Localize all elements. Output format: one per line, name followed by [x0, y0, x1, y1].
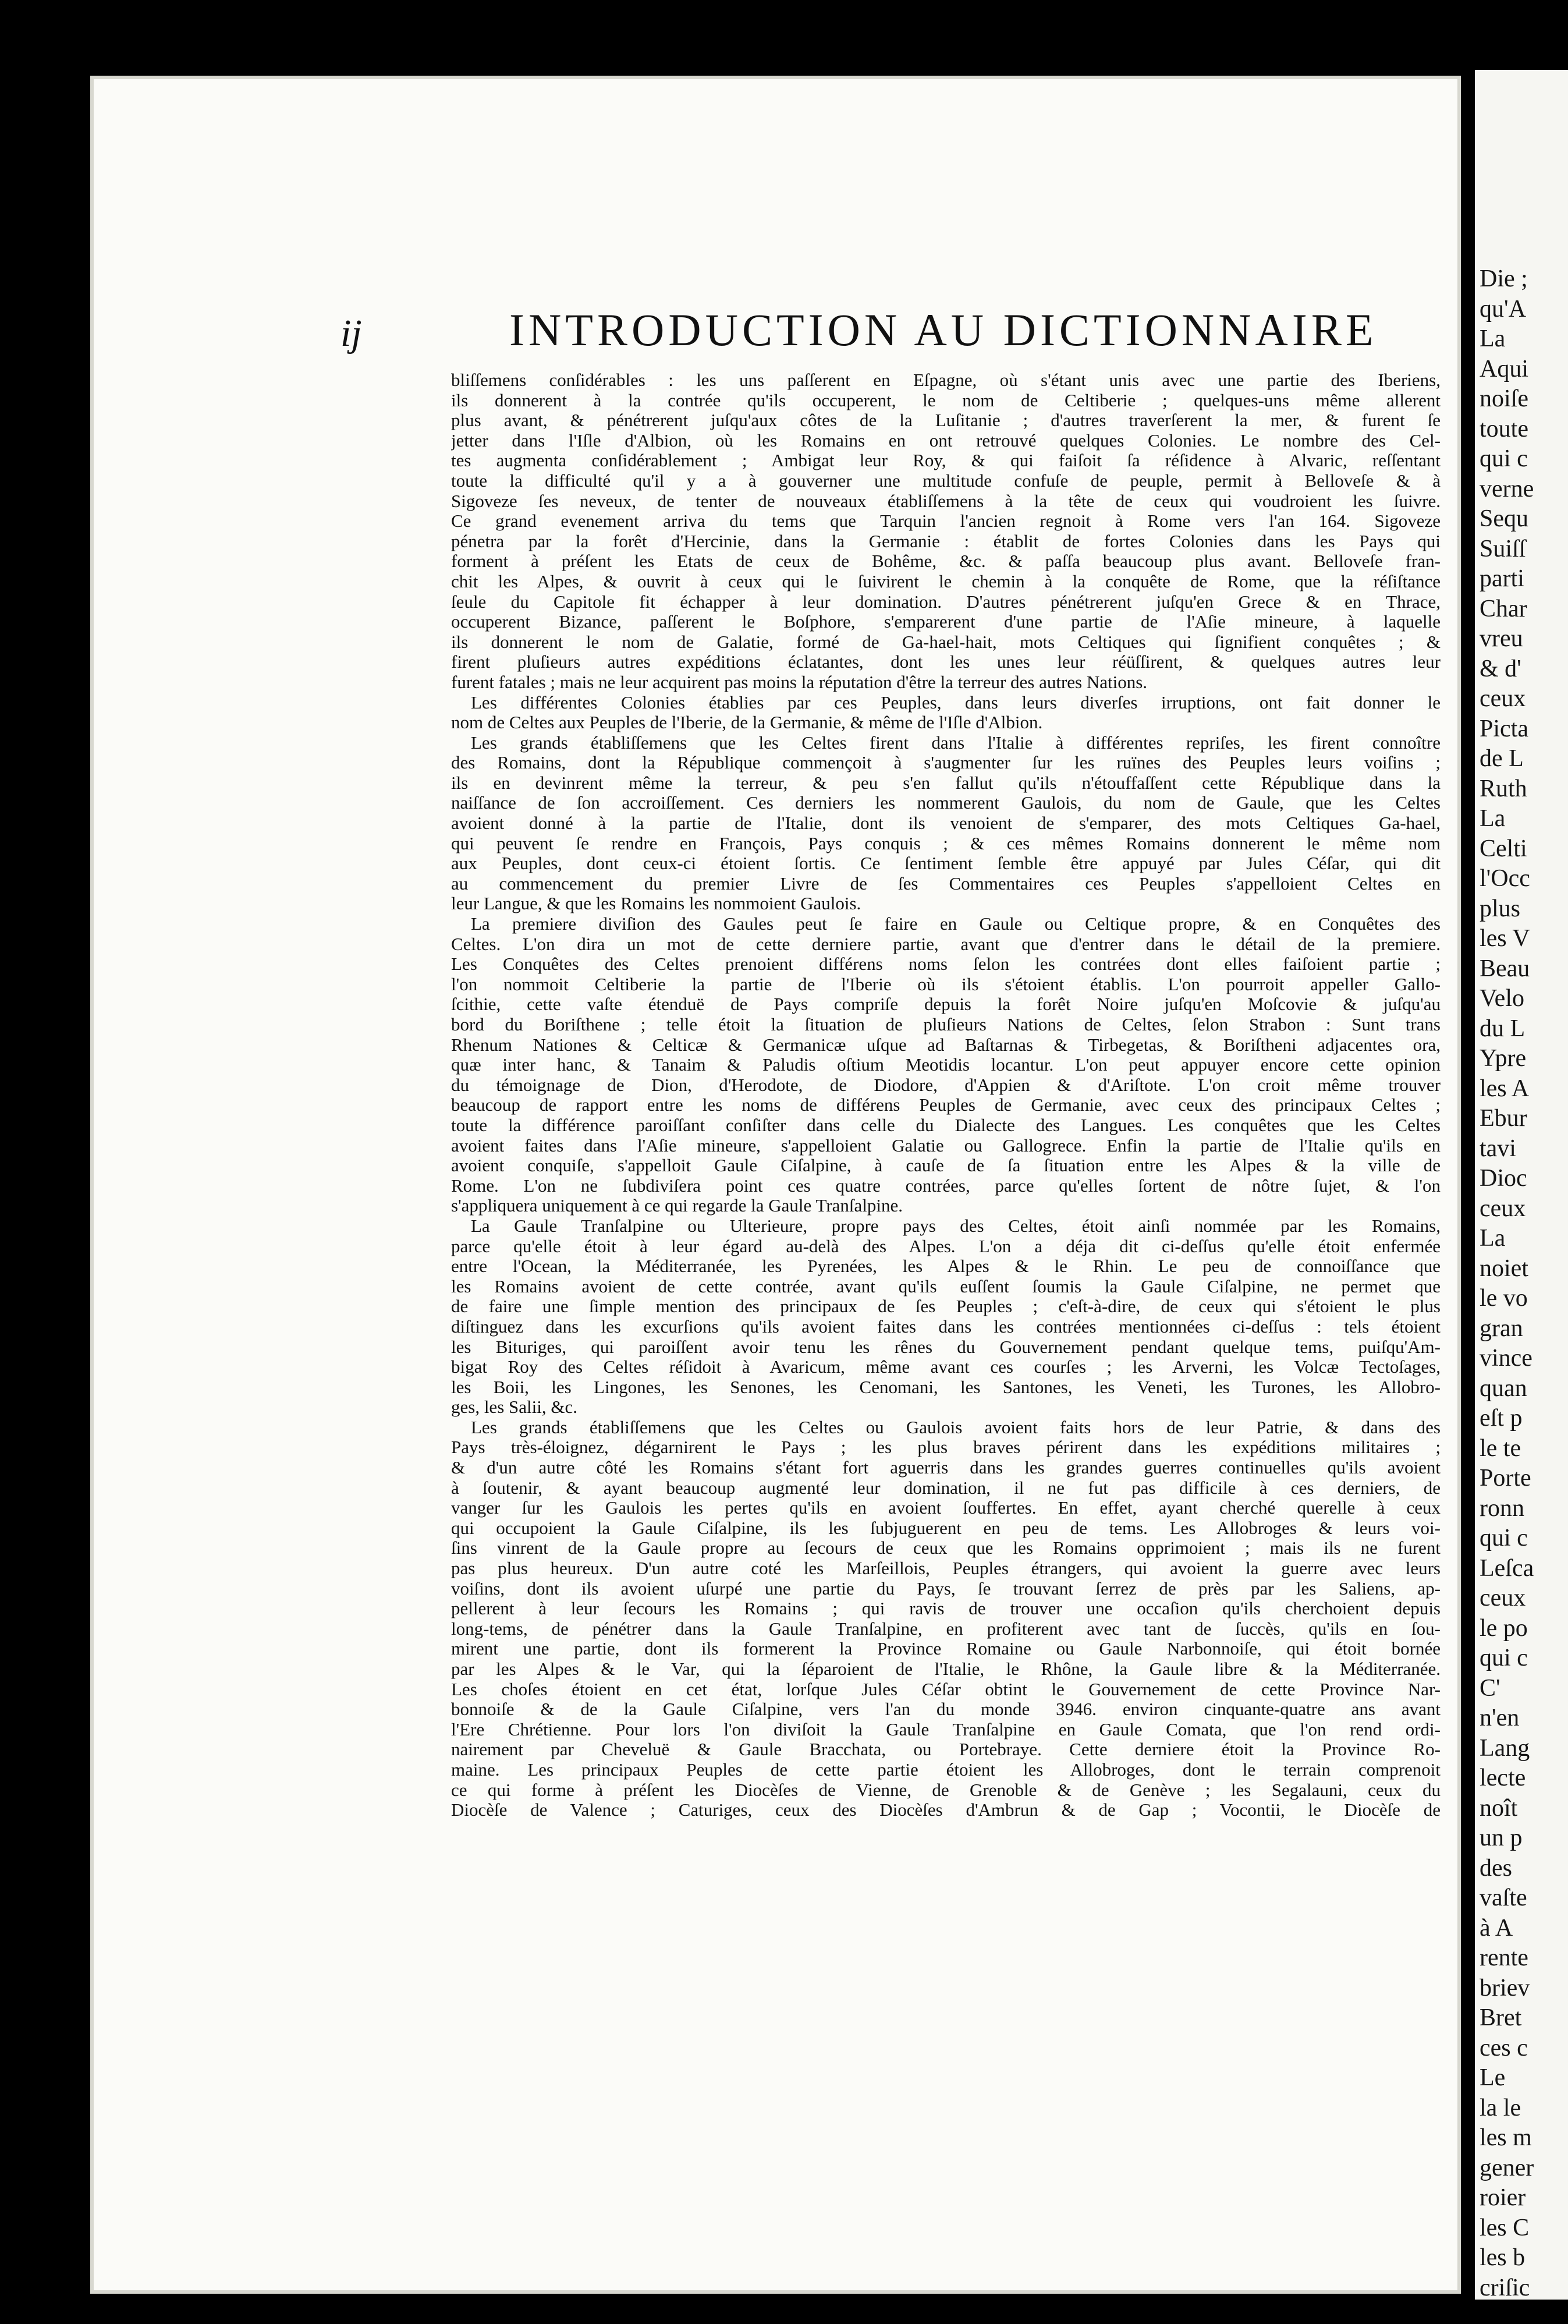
facing-line: Ypre	[1480, 1045, 1527, 1072]
facing-line: les m	[1480, 2124, 1532, 2151]
facing-page-fragment	[1475, 70, 1568, 2300]
facing-line: tavi	[1480, 1135, 1516, 1162]
facing-line: n'en	[1480, 1705, 1520, 1731]
facing-line: Leſca	[1480, 1554, 1534, 1582]
facing-line: qui c	[1480, 445, 1528, 472]
text-line: pénetra par la forêt d'Hercinie, dans la Germanie : établit de fortes Colonies dans les Pays qui	[451, 531, 1441, 551]
facing-line: les V	[1480, 925, 1530, 952]
text-line: ſcithie, cette vaſte étenduë de Pays compriſe depuis la forêt Noire juſqu'en Moſcovie & juſqu'au	[451, 994, 1441, 1015]
text-line: tes augmenta conſidérablement ; Ambigat leur Roy, & qui faiſoit ſa réſidence à Alvaric, reſſentant	[451, 451, 1441, 471]
text-line: avoient donné à la partie de l'Italie, dont ils venoient de s'emparer, des mots Celtiques Ga-hael,	[451, 813, 1441, 834]
text-line: ce qui forme à préſent les Diocèſes de Vienne, de Grenoble & de Genève ; les Segalauni, ceux du	[451, 1780, 1441, 1800]
text-line: bord du Boriſthene ; telle étoit la ſituation de pluſieurs Nations de Celtes, ſelon Strabon : Sunt trans	[451, 1015, 1441, 1035]
facing-line: vince	[1480, 1345, 1532, 1372]
text-line: qui occupoient la Gaule Ciſalpine, ils les ſubjuguerent en peu de tems. Les Allobroges & leurs voi-	[451, 1518, 1441, 1538]
text-line: ges, les Salii, &c.	[451, 1397, 577, 1418]
facing-line: Porte	[1480, 1465, 1531, 1492]
text-line: s'appliquera uniquement à ce qui regarde la Gaule Tranſalpine.	[451, 1196, 903, 1216]
text-line: forment à préſent les Etats de ceux de Bohême, &c. & paſſa beaucoup plus avant. Belloveſe fran-	[451, 551, 1441, 572]
text-line: Les grands établiſſemens que les Celtes ou Gaulois avoient faits hors de leur Patrie, & dans des	[471, 1417, 1441, 1437]
text-line: avoient conquiſe, s'appelloit Gaule Ciſalpine, à cauſe de ſa ſituation entre les Alpes & la ville de	[451, 1156, 1441, 1176]
text-line: pellerent à leur ſecours les Romains ; qui ravis de trouver une occaſion qu'ils cherchoient depuis	[451, 1599, 1441, 1619]
text-line: Les grands établiſſemens que les Celtes firent dans l'Italie à différentes repriſes, les firent connoître	[471, 732, 1441, 753]
facing-line: Aqui	[1480, 355, 1528, 382]
facing-line: de L	[1480, 745, 1524, 772]
facing-line: verne	[1480, 475, 1534, 502]
text-line: par les Alpes & le Var, qui la ſéparoient de l'Italie, le Rhône, la Gaule libre & la Méditerranée.	[451, 1659, 1441, 1679]
facing-line: Sequ	[1480, 505, 1528, 532]
facing-line: briev	[1480, 1974, 1530, 2001]
facing-line: qu'A	[1480, 295, 1526, 323]
facing-line: Suiſſ	[1480, 535, 1526, 562]
facing-line: ceux	[1480, 1585, 1526, 1611]
text-line: ſeule du Capitole fit échapper à leur domination. D'autres pénétrerent juſqu'en Grece & en Thrace,	[451, 591, 1441, 612]
facing-line: vreu	[1480, 625, 1523, 652]
text-line: bigat Roy des Celtes réſidoit à Avaricum, même avant ces courſes ; les Arverni, les Volcæ Tectoſages,	[451, 1357, 1441, 1377]
text-line: Les différentes Colonies établies par ces Peuples, dans leurs diverſes irruptions, ont fait donner le	[471, 692, 1441, 713]
facing-line: Celti	[1480, 835, 1527, 862]
facing-line: La	[1480, 325, 1506, 352]
facing-line: les C	[1480, 2214, 1530, 2241]
facing-line: Ebur	[1480, 1105, 1527, 1132]
text-line: chit les Alpes, & ouvrit à ceux qui le ſuivirent le chemin à la conquête de Rome, que la réſiſtance	[451, 571, 1441, 591]
facing-line: eſt p	[1480, 1405, 1523, 1432]
text-line: voiſins, dont ils avoient uſurpé une partie du Pays, ſe trouvant ſerrez de près par les Saliens, ap-	[451, 1578, 1441, 1599]
text-line: leur Langue, & que les Romains les nommoient Gaulois.	[451, 894, 861, 914]
text-line: les Bituriges, qui paroiſſent avoir tenu les rênes du Gouvernement pendant quelque tems, puiſqu'Am-	[451, 1337, 1441, 1357]
text-line: qui peuvent ſe rendre en François, Pays conquis ; & ces mêmes Romains donnerent le même nom	[451, 833, 1441, 853]
text-line: pas plus heureux. D'un autre coté les Marſeillois, Peuples étrangers, qui avoient la guerre avec leurs	[451, 1558, 1441, 1579]
text-line: ſins vinrent de la Gaule propre au ſecours de ceux que les Romains opprimoient ; mais ils ne furent	[451, 1538, 1441, 1558]
facing-line: le po	[1480, 1614, 1528, 1642]
text-line: du témoignage de Dion, d'Herodote, de Diodore, d'Appien & d'Ariſtote. L'on croit même trouver	[451, 1075, 1441, 1095]
text-line: bliſſemens conſidérables : les uns paſſerent en Eſpagne, où s'étant unis avec une partie des Iberiens,	[451, 370, 1441, 390]
text-line: Pays très-éloignez, dégarnirent le Pays ; les plus braves périrent dans les expéditions militaires ;	[451, 1437, 1441, 1458]
facing-line: qui c	[1480, 1645, 1528, 1671]
facing-line: noiet	[1480, 1255, 1528, 1282]
facing-line: Char	[1480, 595, 1527, 622]
text-line: nairement par Cheveluë & Gaule Bracchata, ou Portebraye. Cette derniere étoit la Province Ro-	[451, 1740, 1441, 1760]
text-line: beaucoup de rapport entre les noms de différens Peuples de Germanie, avec ceux des principaux Celtes ;	[451, 1095, 1441, 1115]
facing-line: des	[1480, 1854, 1512, 1882]
scan-gutter	[1461, 0, 1475, 2324]
facing-line: La	[1480, 1225, 1506, 1252]
facing-line: Velo	[1480, 985, 1524, 1012]
text-line: vanger ſur les Gaulois les pertes qu'ils en avoient ſouffertes. En effet, ayant cherché querelle à ceux	[451, 1498, 1441, 1518]
text-line: au commencement du premier Livre de ſes Commentaires ces Peuples s'appelloient Celtes en	[451, 873, 1441, 894]
facing-line: Picta	[1480, 715, 1528, 742]
facing-line: gener	[1480, 2154, 1534, 2181]
text-line: aux Peuples, dont ceux-ci étoient ſortis. Ce ſentiment ſemble être appuyé par Jules Céſar, qui dit	[451, 853, 1441, 874]
text-line: mirent une partie, dont ils formerent la Province Romaine ou Gaule Narbonnoiſe, qui étoit bornée	[451, 1639, 1441, 1659]
facing-line: Bret	[1480, 2004, 1522, 2031]
text-line: furent fatales ; mais ne leur acquirent pas moins la réputation d'être la terreur des autres Nations.	[451, 672, 1148, 692]
facing-line: les b	[1480, 2244, 1526, 2271]
book-page	[90, 76, 1461, 2294]
text-line: long-tems, de pénétrer dans la Gaule Tranſalpine, en profiterent avec tant de ſuccès, qu'ils en ſou-	[451, 1618, 1441, 1639]
text-line: Celtes. L'on dira un mot de cette derniere partie, avant que d'entrer dans le détail de la premiere.	[451, 934, 1441, 954]
text-line: maine. Les principaux Peuples de cette partie étoient les Allobroges, dont le terrain comprenoit	[451, 1759, 1441, 1780]
facing-line: roier	[1480, 2184, 1526, 2211]
facing-line: Ruth	[1480, 775, 1527, 802]
facing-line: noît	[1480, 1794, 1518, 1822]
facing-line: quan	[1480, 1374, 1527, 1402]
scan-border-left	[0, 0, 87, 2324]
text-line: Diocèſe de Valence ; Caturiges, ceux des Diocèſes d'Ambrun & de Gap ; Vocontii, le Diocèſe de	[451, 1800, 1441, 1820]
facing-line: C'	[1480, 1674, 1500, 1702]
text-line: La Gaule Tranſalpine ou Ulterieure, propre pays des Celtes, étoit ainſi nommée par les Romains,	[471, 1216, 1441, 1236]
facing-line: La	[1480, 805, 1506, 832]
facing-line: ceux	[1480, 1195, 1526, 1222]
facing-line: Beau	[1480, 955, 1530, 982]
text-line: Les Conquêtes des Celtes prenoient différens noms ſelon les contrées dont elles faiſoient partie ;	[451, 954, 1441, 975]
facing-line: l'Occ	[1480, 865, 1530, 892]
facing-line: Die ;	[1480, 265, 1528, 292]
text-line: des Romains, dont la République commençoit à s'augmenter ſur les ruïnes des Peuples leurs voiſins ;	[451, 753, 1441, 773]
text-line: toute la différence paroiſſant conſiſter dans celle du Dialecte des Langues. Les conquêtes que les Celtes	[451, 1115, 1441, 1135]
text-line: Rome. L'on ne ſubdiviſera point ces quatre contrées, parce qu'elles ſortent de nôtre ſujet, & l'on	[451, 1175, 1441, 1196]
text-line: toute la difficulté qu'il y a à gouverner une multitude confuſe de peuple, permit à Belloveſe & à	[451, 470, 1441, 491]
facing-line: parti	[1480, 565, 1524, 592]
text-line: plus avant, & pénétrerent juſqu'aux côtes de la Luſitanie ; d'autres traverſerent la mer, & furent ſe	[451, 410, 1441, 431]
text-line: de faire une ſimple mention des principaux de ſes Peuples ; c'eſt-à-dire, de ceux qui s'étoient le plus	[451, 1296, 1441, 1317]
text-line: nom de Celtes aux Peuples de l'Iberie, de la Germanie, & même de l'Iſle d'Albion.	[451, 713, 1043, 733]
text-line: Les choſes étoient en cet état, lorſque Jules Céſar obtint le Gouvernement de cette Province Nar-	[451, 1679, 1441, 1699]
facing-line: le te	[1480, 1434, 1521, 1462]
facing-line: lecte	[1480, 1765, 1526, 1791]
text-line: occuperent Bizance, paſſerent le Boſphore, s'emparerent d'une partie de l'Aſie mineure, à laquelle	[451, 612, 1441, 632]
text-line: jetter dans l'Iſle d'Albion, où les Romains en ont retrouvé quelques Colonies. Le nombre des Cel-	[451, 430, 1441, 451]
text-line: diſtinguez dans les excurſions qu'ils avoient faites dans les contrées mentionnées ci-deſſus : tels étoient	[451, 1316, 1441, 1337]
text-line: parce qu'elle étoit à leur égard au-delà des Alpes. L'on a déja dit ci-deſſus qu'elle étoit enfermée	[451, 1236, 1441, 1256]
facing-line: plus	[1480, 895, 1521, 922]
facing-line: un p	[1480, 1825, 1523, 1851]
text-line: l'Ere Chrétienne. Pour lors l'on diviſoit la Gaule Tranſalpine en Gaule Comata, que l'on rend ordi-	[451, 1719, 1441, 1740]
text-line: ils donnerent à la contrée qu'ils occuperent, le nom de Celtiberie ; quelques-uns même allerent	[451, 390, 1441, 410]
facing-line: toute	[1480, 415, 1528, 442]
text-line: à ſoutenir, & ayant beaucoup augmenté leur domination, il ne fut pas difficile à ces derniers, de	[451, 1478, 1441, 1498]
facing-line: ceux	[1480, 685, 1526, 712]
text-line: Ce grand evenement arriva du tems que Tarquin l'ancien regnoit à Rome vers l'an 164. Sigoveze	[451, 511, 1441, 532]
facing-line: les A	[1480, 1075, 1530, 1102]
folio-number: ij	[340, 312, 362, 355]
text-line: & d'un autre côté les Romains s'étant fort aguerris dans les grandes guerres continuelles qu'ils avoient	[451, 1458, 1441, 1478]
text-line: ils en devinrent même la terreur, & peu s'en fallut qu'ils n'étouffaſſent cette République dans la	[451, 773, 1441, 793]
facing-line: ces c	[1480, 2034, 1528, 2061]
text-line: quæ inter hanc, & Tanaim & Paludis oſtium Meotidis locantur. L'on peut appuyer encore cette opinion	[451, 1055, 1441, 1075]
text-line: avoient faites dans l'Aſie mineure, s'appelloient Galatie ou Gallogrece. Enfin la partie de l'Italie qu'ils en	[451, 1135, 1441, 1156]
facing-line: vaſte	[1480, 1884, 1527, 1911]
facing-line: le vo	[1480, 1285, 1528, 1312]
facing-line: qui c	[1480, 1525, 1528, 1551]
facing-line: gran	[1480, 1315, 1523, 1342]
text-line: l'on nommoit Celtiberie la partie de l'Iberie où ils s'étoient établis. L'on pourroit appeller Gallo-	[451, 974, 1441, 994]
facing-line: & d'	[1480, 655, 1521, 682]
text-line: bonnoiſe & de la Gaule Ciſalpine, vers l'an du monde 3946. environ cinquante-quatre ans avant	[451, 1699, 1441, 1720]
text-line: La premiere diviſion des Gaules peut ſe faire en Gaule ou Celtique propre, & en Conquêtes des	[471, 914, 1441, 934]
text-line: les Romains avoient de cette contrée, avant qu'ils euſſent ſoumis la Gaule Ciſalpine, ne permet que	[451, 1276, 1441, 1296]
text-line: naiſſance de ſon accroiſſement. Ces derniers les nommerent Gaulois, du nom de Gaule, que les Celtes	[451, 793, 1441, 813]
text-line: entre l'Ocean, la Méditerranée, les Pyrenées, les Alpes & le Rhin. Le peu de connoiſſance que	[451, 1256, 1441, 1277]
facing-line: Dioc	[1480, 1165, 1527, 1192]
text-line: ils donnerent le nom de Galatie, formé de Ga-hael-hait, mots Celtiques qui ſignifient conquêtes ; &	[451, 632, 1441, 652]
facing-line: noiſe	[1480, 385, 1528, 412]
text-line: Rhenum Nationes & Celticæ & Germanicæ uſque ad Baſtarnas & Tirbegetas, & Boriſtheni adjacentes ora,	[451, 1035, 1441, 1055]
facing-line: ronn	[1480, 1494, 1524, 1522]
facing-line: rente	[1480, 1944, 1528, 1971]
facing-line: à A	[1480, 1914, 1513, 1942]
text-line: firent pluſieurs autres expéditions éclatantes, dont les unes leur réüſſirent, & quelques autres leur	[451, 652, 1441, 672]
running-head: INTRODUCTION AU DICTIONNAIRE	[509, 304, 1378, 355]
facing-line: du L	[1480, 1015, 1526, 1042]
text-line: les Boii, les Lingones, les Senones, les Cenomani, les Santones, les Veneti, les Turones, les Allobro-	[451, 1377, 1441, 1397]
facing-line: la le	[1480, 2094, 1521, 2121]
text-line: Sigoveze ſes neveux, de tenter de nouveaux établiſſemens à la tête de ceux qui voudroient les ſuivre.	[451, 491, 1441, 511]
body-text	[451, 370, 1441, 2291]
facing-line: Lang	[1480, 1734, 1530, 1762]
facing-line: Le	[1480, 2064, 1506, 2091]
facing-line: criſic	[1480, 2274, 1530, 2300]
